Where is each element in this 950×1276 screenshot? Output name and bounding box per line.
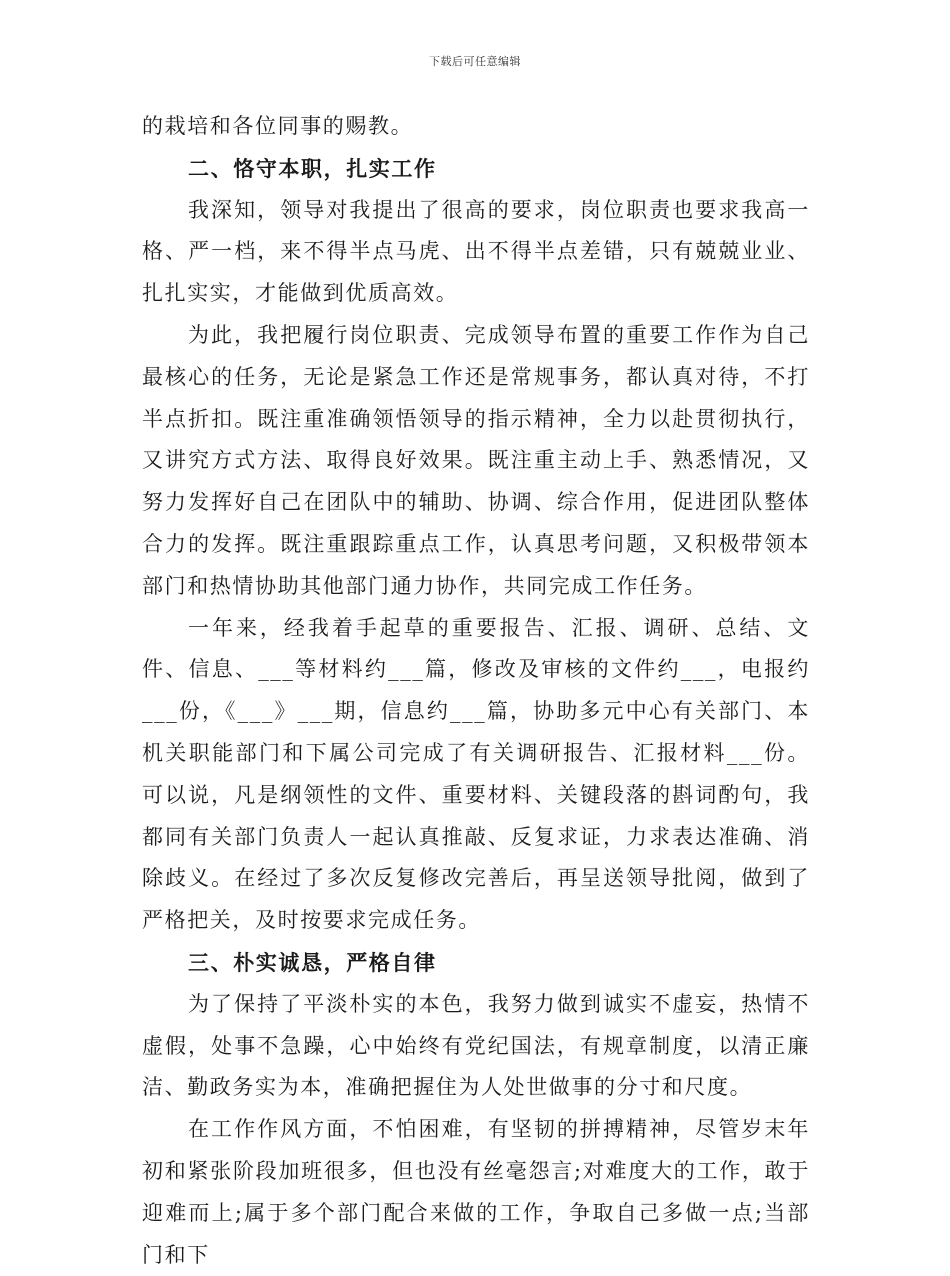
paragraph-annual-work: 一年来，经我着手起草的重要报告、汇报、调研、总结、文件、信息、___等材料约___篇，修改及审核的文件约___，电报约___份，《___》___期，信息约___篇，协助多元中心有关部门、本机关职能部门和下属公司完成了有关调研报告、汇报材料___份。可以说，凡是纲领性的文件、重要材料、关键段落的斟词酌句，我都同有关部门负责人一起认真推敲、反复求证，力求表达准确、消除歧义。在经过了多次反复修改完善后，再呈送领导批阅，做到了严格把关，及时按要求完成任务。 [142, 615, 810, 933]
paragraph-work-style: 在工作作风方面，不怕困难，有坚韧的拼搏精神，尽管岁末年初和紧张阶段加班很多，但也没有丝毫怨言;对难度大的工作，敢于迎难而上;属于多个部门配合来做的工作，争取自己多做一点;当部门和下 [142, 1117, 810, 1267]
page-header: 下载后可任意编辑 [429, 55, 521, 68]
section-heading-3: 三、朴实诚恳，严格自律 [188, 949, 437, 975]
document-body [142, 106, 810, 1276]
section-heading-2: 二、恪守本职，扎实工作 [188, 155, 437, 181]
paragraph-job-requirements: 我深知，领导对我提出了很高的要求，岗位职责也要求我高一格、严一档，来不得半点马虎、出不得半点差错，只有兢兢业业、扎扎实实，才能做到优质高效。 [142, 197, 810, 306]
paragraph-integrity: 为了保持了平淡朴实的本色，我努力做到诚实不虚妄，热情不虚假，处事不急躁，心中始终有党纪国法，有规章制度，以清正廉洁、勤政务实为本，准确把握住为人处世做事的分寸和尺度。 [142, 991, 810, 1100]
paragraph-responsibilities: 为此，我把履行岗位职责、完成领导布置的重要工作作为自己最核心的任务，无论是紧急工作还是常规事务，都认真对待，不打半点折扣。既注重准确领悟领导的指示精神，全力以赴贯彻执行，又讲究方式方法、取得良好效果。既注重主动上手、熟悉情况，又努力发挥好自己在团队中的辅助、协调、综合作用，促进团队整体合力的发挥。既注重跟踪重点工作，认真思考问题，又积极带领本部门和热情协助其他部门通力协作，共同完成工作任务。 [142, 322, 810, 598]
paragraph-continuation: 的栽培和各位同事的赐教。 [142, 114, 414, 138]
